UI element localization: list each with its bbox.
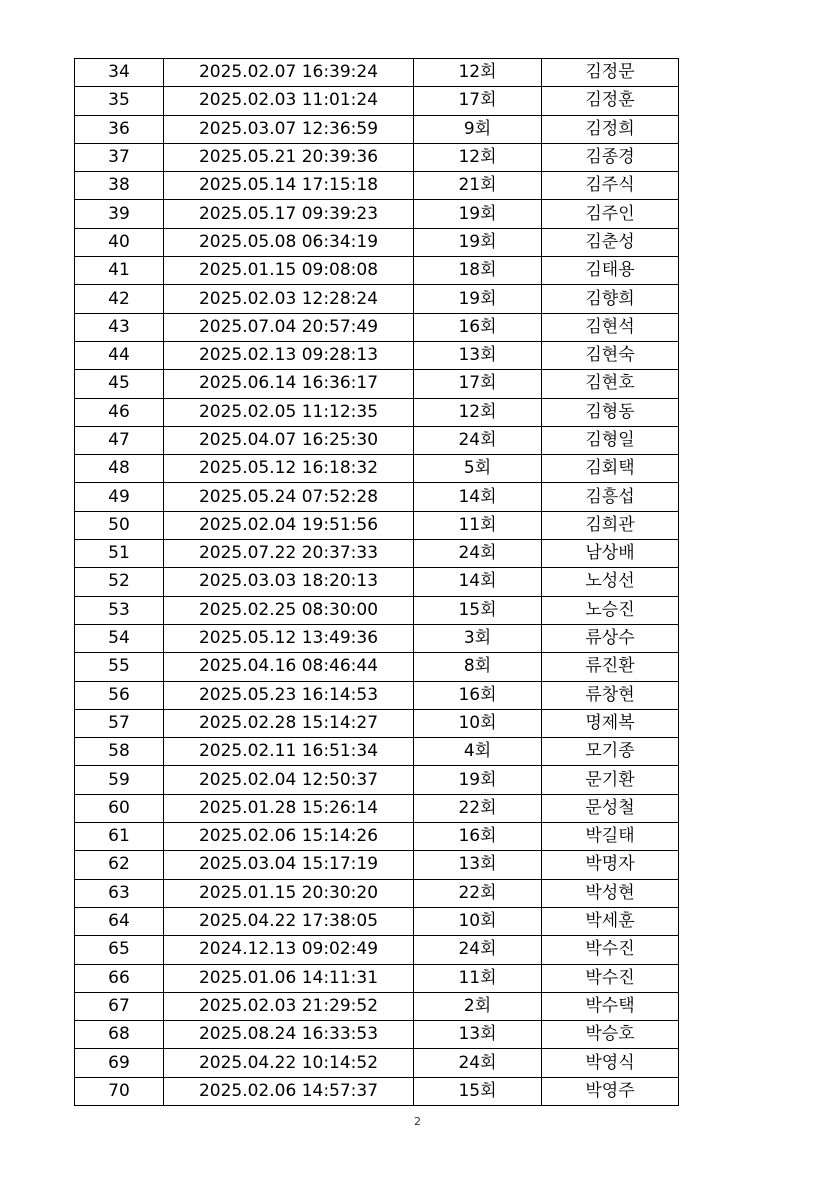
table-row	[75, 681, 679, 709]
name-cell: 박세훈	[542, 907, 679, 935]
timestamp-cell: 2024.12.13 09:02:49	[164, 936, 414, 964]
name-cell: 김형동	[542, 398, 679, 426]
name-cell: 문성철	[542, 794, 679, 822]
count-cell: 12회	[414, 59, 542, 87]
count-cell: 19회	[414, 766, 542, 794]
table-row	[75, 568, 679, 596]
count-cell: 12회	[414, 143, 542, 171]
table-row	[75, 511, 679, 539]
timestamp-cell: 2025.01.15 20:30:20	[164, 879, 414, 907]
row-number-cell: 62	[75, 851, 164, 879]
count-cell: 2회	[414, 992, 542, 1020]
table-row	[75, 143, 679, 171]
count-cell: 22회	[414, 794, 542, 822]
table-row	[75, 341, 679, 369]
timestamp-cell: 2025.01.28 15:26:14	[164, 794, 414, 822]
count-cell: 10회	[414, 907, 542, 935]
table-row	[75, 483, 679, 511]
timestamp-cell: 2025.05.23 16:14:53	[164, 681, 414, 709]
table-row	[75, 1021, 679, 1049]
row-number-cell: 67	[75, 992, 164, 1020]
table-row	[75, 257, 679, 285]
name-cell: 박영주	[542, 1077, 679, 1105]
name-cell: 명제복	[542, 709, 679, 737]
name-cell: 박수진	[542, 936, 679, 964]
row-number-cell: 54	[75, 624, 164, 652]
row-number-cell: 36	[75, 115, 164, 143]
name-cell: 김주식	[542, 172, 679, 200]
timestamp-cell: 2025.02.11 16:51:34	[164, 738, 414, 766]
name-cell: 박수택	[542, 992, 679, 1020]
timestamp-cell: 2025.02.07 16:39:24	[164, 59, 414, 87]
timestamp-cell: 2025.04.07 16:25:30	[164, 426, 414, 454]
row-number-cell: 52	[75, 568, 164, 596]
row-number-cell: 56	[75, 681, 164, 709]
row-number-cell: 69	[75, 1049, 164, 1077]
records-table	[74, 58, 679, 1106]
table-row	[75, 370, 679, 398]
count-cell: 17회	[414, 87, 542, 115]
row-number-cell: 51	[75, 540, 164, 568]
table-row	[75, 200, 679, 228]
timestamp-cell: 2025.05.14 17:15:18	[164, 172, 414, 200]
table-row	[75, 115, 679, 143]
table-row	[75, 172, 679, 200]
count-cell: 24회	[414, 1049, 542, 1077]
count-cell: 14회	[414, 568, 542, 596]
timestamp-cell: 2025.04.16 08:46:44	[164, 653, 414, 681]
row-number-cell: 34	[75, 59, 164, 87]
row-number-cell: 70	[75, 1077, 164, 1105]
table-row	[75, 426, 679, 454]
count-cell: 16회	[414, 823, 542, 851]
row-number-cell: 48	[75, 455, 164, 483]
name-cell: 류상수	[542, 624, 679, 652]
name-cell: 문기환	[542, 766, 679, 794]
table-row	[75, 1077, 679, 1105]
name-cell: 김형일	[542, 426, 679, 454]
row-number-cell: 63	[75, 879, 164, 907]
count-cell: 22회	[414, 879, 542, 907]
row-number-cell: 40	[75, 228, 164, 256]
count-cell: 11회	[414, 511, 542, 539]
name-cell: 박승호	[542, 1021, 679, 1049]
count-cell: 16회	[414, 681, 542, 709]
row-number-cell: 46	[75, 398, 164, 426]
row-number-cell: 39	[75, 200, 164, 228]
row-number-cell: 68	[75, 1021, 164, 1049]
count-cell: 14회	[414, 483, 542, 511]
row-number-cell: 65	[75, 936, 164, 964]
timestamp-cell: 2025.04.22 10:14:52	[164, 1049, 414, 1077]
count-cell: 15회	[414, 596, 542, 624]
table-row	[75, 879, 679, 907]
row-number-cell: 45	[75, 370, 164, 398]
row-number-cell: 61	[75, 823, 164, 851]
name-cell: 김현석	[542, 313, 679, 341]
table-row	[75, 87, 679, 115]
timestamp-cell: 2025.02.04 12:50:37	[164, 766, 414, 794]
count-cell: 5회	[414, 455, 542, 483]
table-row	[75, 936, 679, 964]
row-number-cell: 41	[75, 257, 164, 285]
records-table-body	[75, 59, 679, 1106]
name-cell: 박성현	[542, 879, 679, 907]
count-cell: 13회	[414, 851, 542, 879]
name-cell: 김흥섭	[542, 483, 679, 511]
timestamp-cell: 2025.02.03 21:29:52	[164, 992, 414, 1020]
row-number-cell: 49	[75, 483, 164, 511]
table-row	[75, 398, 679, 426]
table-row	[75, 851, 679, 879]
timestamp-cell: 2025.07.04 20:57:49	[164, 313, 414, 341]
count-cell: 21회	[414, 172, 542, 200]
row-number-cell: 57	[75, 709, 164, 737]
timestamp-cell: 2025.03.07 12:36:59	[164, 115, 414, 143]
count-cell: 24회	[414, 540, 542, 568]
name-cell: 김종경	[542, 143, 679, 171]
timestamp-cell: 2025.02.03 12:28:24	[164, 285, 414, 313]
name-cell: 남상배	[542, 540, 679, 568]
count-cell: 17회	[414, 370, 542, 398]
name-cell: 김정희	[542, 115, 679, 143]
name-cell: 김주인	[542, 200, 679, 228]
name-cell: 박영식	[542, 1049, 679, 1077]
table-row	[75, 228, 679, 256]
row-number-cell: 58	[75, 738, 164, 766]
row-number-cell: 44	[75, 341, 164, 369]
count-cell: 16회	[414, 313, 542, 341]
timestamp-cell: 2025.07.22 20:37:33	[164, 540, 414, 568]
count-cell: 24회	[414, 936, 542, 964]
timestamp-cell: 2025.05.21 20:39:36	[164, 143, 414, 171]
name-cell: 박길태	[542, 823, 679, 851]
count-cell: 18회	[414, 257, 542, 285]
row-number-cell: 66	[75, 964, 164, 992]
name-cell: 김정훈	[542, 87, 679, 115]
count-cell: 13회	[414, 1021, 542, 1049]
timestamp-cell: 2025.05.24 07:52:28	[164, 483, 414, 511]
timestamp-cell: 2025.02.28 15:14:27	[164, 709, 414, 737]
table-row	[75, 596, 679, 624]
count-cell: 11회	[414, 964, 542, 992]
name-cell: 김춘성	[542, 228, 679, 256]
name-cell: 김정문	[542, 59, 679, 87]
count-cell: 15회	[414, 1077, 542, 1105]
row-number-cell: 35	[75, 87, 164, 115]
name-cell: 김현숙	[542, 341, 679, 369]
row-number-cell: 59	[75, 766, 164, 794]
name-cell: 류창현	[542, 681, 679, 709]
table-row	[75, 1049, 679, 1077]
timestamp-cell: 2025.04.22 17:38:05	[164, 907, 414, 935]
name-cell: 박명자	[542, 851, 679, 879]
timestamp-cell: 2025.08.24 16:33:53	[164, 1021, 414, 1049]
row-number-cell: 42	[75, 285, 164, 313]
row-number-cell: 37	[75, 143, 164, 171]
name-cell: 모기종	[542, 738, 679, 766]
timestamp-cell: 2025.05.12 16:18:32	[164, 455, 414, 483]
table-row	[75, 540, 679, 568]
timestamp-cell: 2025.02.06 14:57:37	[164, 1077, 414, 1105]
row-number-cell: 64	[75, 907, 164, 935]
timestamp-cell: 2025.02.05 11:12:35	[164, 398, 414, 426]
table-row	[75, 823, 679, 851]
timestamp-cell: 2025.06.14 16:36:17	[164, 370, 414, 398]
table-row	[75, 653, 679, 681]
table-row	[75, 964, 679, 992]
row-number-cell: 43	[75, 313, 164, 341]
name-cell: 박수진	[542, 964, 679, 992]
timestamp-cell: 2025.01.15 09:08:08	[164, 257, 414, 285]
count-cell: 12회	[414, 398, 542, 426]
count-cell: 10회	[414, 709, 542, 737]
row-number-cell: 53	[75, 596, 164, 624]
table-row	[75, 907, 679, 935]
row-number-cell: 55	[75, 653, 164, 681]
row-number-cell: 50	[75, 511, 164, 539]
row-number-cell: 60	[75, 794, 164, 822]
timestamp-cell: 2025.05.17 09:39:23	[164, 200, 414, 228]
name-cell: 김태용	[542, 257, 679, 285]
table-row	[75, 624, 679, 652]
count-cell: 4회	[414, 738, 542, 766]
count-cell: 9회	[414, 115, 542, 143]
timestamp-cell: 2025.05.12 13:49:36	[164, 624, 414, 652]
count-cell: 19회	[414, 228, 542, 256]
table-row	[75, 313, 679, 341]
page-number: 2	[414, 1115, 421, 1128]
table-row	[75, 455, 679, 483]
timestamp-cell: 2025.02.13 09:28:13	[164, 341, 414, 369]
timestamp-cell: 2025.02.25 08:30:00	[164, 596, 414, 624]
count-cell: 19회	[414, 200, 542, 228]
name-cell: 류진환	[542, 653, 679, 681]
timestamp-cell: 2025.02.03 11:01:24	[164, 87, 414, 115]
table-row	[75, 59, 679, 87]
timestamp-cell: 2025.05.08 06:34:19	[164, 228, 414, 256]
timestamp-cell: 2025.03.03 18:20:13	[164, 568, 414, 596]
name-cell: 김희관	[542, 511, 679, 539]
table-row	[75, 992, 679, 1020]
count-cell: 24회	[414, 426, 542, 454]
timestamp-cell: 2025.03.04 15:17:19	[164, 851, 414, 879]
name-cell: 김회택	[542, 455, 679, 483]
name-cell: 김현호	[542, 370, 679, 398]
count-cell: 13회	[414, 341, 542, 369]
name-cell: 노승진	[542, 596, 679, 624]
row-number-cell: 38	[75, 172, 164, 200]
timestamp-cell: 2025.02.04 19:51:56	[164, 511, 414, 539]
table-row	[75, 285, 679, 313]
table-row	[75, 794, 679, 822]
table-row	[75, 738, 679, 766]
count-cell: 19회	[414, 285, 542, 313]
name-cell: 노성선	[542, 568, 679, 596]
name-cell: 김향희	[542, 285, 679, 313]
count-cell: 3회	[414, 624, 542, 652]
table-row	[75, 766, 679, 794]
table-row	[75, 709, 679, 737]
timestamp-cell: 2025.02.06 15:14:26	[164, 823, 414, 851]
timestamp-cell: 2025.01.06 14:11:31	[164, 964, 414, 992]
row-number-cell: 47	[75, 426, 164, 454]
count-cell: 8회	[414, 653, 542, 681]
